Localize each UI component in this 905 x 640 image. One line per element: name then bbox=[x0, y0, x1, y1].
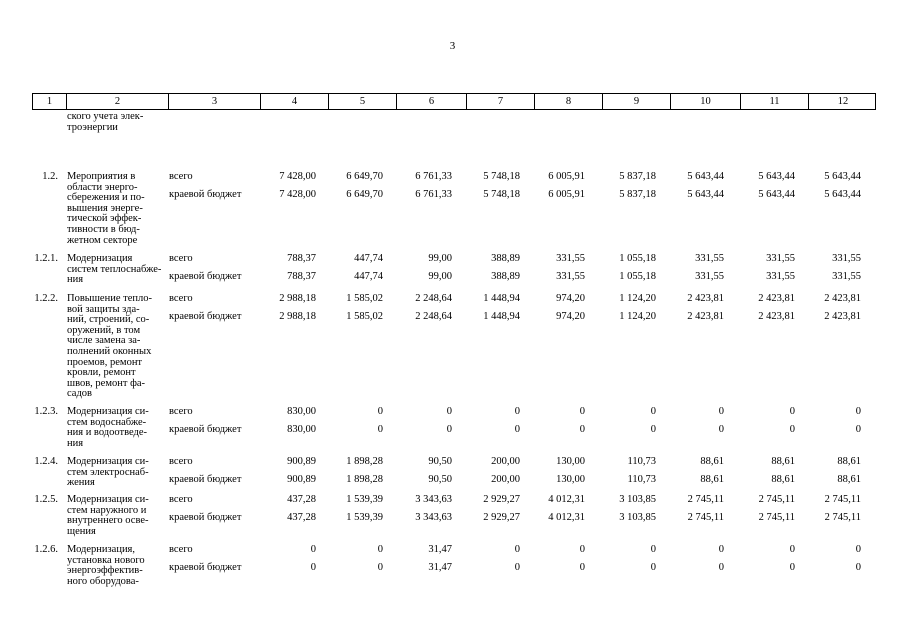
header-cell: 4 bbox=[261, 94, 329, 109]
value-cell: 2 423,81 bbox=[824, 311, 861, 322]
value-cell: 0 bbox=[789, 544, 795, 555]
value-cell: 2 745,11 bbox=[824, 512, 861, 523]
row-name-line: Мероприятия в bbox=[67, 171, 136, 182]
value-cell: 88,61 bbox=[837, 474, 861, 485]
value-cell: 1 898,28 bbox=[346, 474, 383, 485]
header-cell: 6 bbox=[397, 94, 467, 109]
row-name-line: вой защиты зда- bbox=[67, 303, 140, 315]
row-name-line: жетном секторе bbox=[67, 234, 138, 246]
value-cell: 6 761,33 bbox=[415, 189, 452, 200]
value-cell: 1 124,20 bbox=[619, 293, 656, 304]
value-cell: 788,37 bbox=[287, 253, 316, 264]
value-cell: 5 837,18 bbox=[619, 189, 656, 200]
row-name-line: кровли, ремонт bbox=[67, 367, 136, 379]
value-cell: 88,61 bbox=[771, 456, 795, 467]
value-cell: 0 bbox=[855, 544, 861, 555]
funding-type: всего bbox=[169, 253, 193, 264]
row-name-line: Модернизация си- bbox=[67, 406, 149, 417]
value-cell: 4 012,31 bbox=[548, 494, 585, 505]
row-name bbox=[67, 495, 149, 537]
value-cell: 5 837,18 bbox=[619, 171, 656, 182]
value-cell: 0 bbox=[377, 544, 383, 555]
value-cell: 900,89 bbox=[287, 474, 316, 485]
funding-type: всего bbox=[169, 406, 193, 417]
row-name-line: ний, строений, со- bbox=[67, 314, 150, 326]
value-cell: 88,61 bbox=[837, 456, 861, 467]
value-cell: 0 bbox=[789, 406, 795, 417]
value-cell: 0 bbox=[579, 406, 585, 417]
value-cell: 5 643,44 bbox=[758, 189, 795, 200]
row-name-line: стем водоснабже- bbox=[67, 416, 147, 428]
row-name-line: стем электроснаб- bbox=[67, 466, 149, 478]
value-cell: 1 539,39 bbox=[346, 494, 383, 505]
value-cell: 2 988,18 bbox=[279, 311, 316, 322]
value-cell: 5 643,44 bbox=[758, 171, 795, 182]
row-name-line: систем теплоснабже- bbox=[67, 263, 162, 275]
row-name-line: оружений, в том bbox=[67, 324, 141, 336]
continuation-line: ского учета элек- bbox=[67, 111, 144, 122]
value-cell: 2 423,81 bbox=[824, 293, 861, 304]
value-cell: 447,74 bbox=[354, 253, 383, 264]
value-cell: 1 448,94 bbox=[483, 311, 520, 322]
value-cell: 331,55 bbox=[766, 271, 795, 282]
value-cell: 88,61 bbox=[700, 474, 724, 485]
value-cell: 2 745,11 bbox=[758, 512, 795, 523]
value-cell: 99,00 bbox=[428, 271, 452, 282]
row-name-line: Повышение тепло- bbox=[67, 293, 152, 304]
value-cell: 0 bbox=[650, 544, 656, 555]
row-name-line: Модернизация bbox=[67, 253, 133, 264]
row-name-line: ния bbox=[67, 437, 84, 449]
value-cell: 6 005,91 bbox=[548, 171, 585, 182]
value-cell: 0 bbox=[718, 406, 724, 417]
value-cell: 0 bbox=[446, 406, 452, 417]
value-cell: 1 124,20 bbox=[619, 311, 656, 322]
value-cell: 2 423,81 bbox=[687, 311, 724, 322]
value-cell: 5 748,18 bbox=[483, 171, 520, 182]
value-cell: 900,89 bbox=[287, 456, 316, 467]
value-cell: 0 bbox=[310, 544, 316, 555]
header-cell: 9 bbox=[603, 94, 671, 109]
row-name bbox=[67, 294, 152, 400]
header-cell: 11 bbox=[741, 94, 809, 109]
value-cell: 0 bbox=[377, 562, 383, 573]
value-cell: 110,73 bbox=[627, 456, 656, 467]
value-cell: 1 898,28 bbox=[346, 456, 383, 467]
value-cell: 0 bbox=[377, 406, 383, 417]
row-name-line: полнений оконных bbox=[67, 345, 152, 357]
value-cell: 0 bbox=[579, 544, 585, 555]
value-cell: 130,00 bbox=[556, 474, 585, 485]
funding-type: всего bbox=[169, 456, 193, 467]
row-name-line: стем наружного и bbox=[67, 504, 147, 516]
value-cell: 3 343,63 bbox=[415, 512, 452, 523]
value-cell: 5 748,18 bbox=[483, 189, 520, 200]
value-cell: 0 bbox=[855, 562, 861, 573]
row-name-line: проемов, ремонт bbox=[67, 356, 143, 368]
value-cell: 0 bbox=[579, 424, 585, 435]
value-cell: 2 248,64 bbox=[415, 293, 452, 304]
value-cell: 331,55 bbox=[556, 253, 585, 264]
value-cell: 2 423,81 bbox=[758, 311, 795, 322]
header-cell: 1 bbox=[33, 94, 67, 109]
value-cell: 437,28 bbox=[287, 512, 316, 523]
value-cell: 0 bbox=[446, 424, 452, 435]
value-cell: 2 988,18 bbox=[279, 293, 316, 304]
value-cell: 2 929,27 bbox=[483, 494, 520, 505]
value-cell: 437,28 bbox=[287, 494, 316, 505]
row-name-line: Модернизация си- bbox=[67, 456, 149, 467]
value-cell: 2 745,11 bbox=[824, 494, 861, 505]
value-cell: 90,50 bbox=[428, 474, 452, 485]
value-cell: 388,89 bbox=[491, 271, 520, 282]
value-cell: 0 bbox=[514, 406, 520, 417]
header-cell: 5 bbox=[329, 94, 397, 109]
value-cell: 0 bbox=[789, 562, 795, 573]
funding-type: краевой бюджет bbox=[169, 562, 242, 573]
funding-type: всего bbox=[169, 293, 193, 304]
continuation-line: троэнергии bbox=[67, 121, 118, 133]
row-name-line: Модернизация си- bbox=[67, 494, 149, 505]
row-name-line: садов bbox=[67, 388, 92, 400]
value-cell: 0 bbox=[514, 544, 520, 555]
row-name-line: щения bbox=[67, 525, 96, 537]
table-header bbox=[32, 93, 876, 110]
value-cell: 2 423,81 bbox=[687, 293, 724, 304]
value-cell: 88,61 bbox=[771, 474, 795, 485]
value-cell: 2 745,11 bbox=[687, 494, 724, 505]
value-cell: 974,20 bbox=[556, 293, 585, 304]
value-cell: 200,00 bbox=[491, 474, 520, 485]
header-cell: 8 bbox=[535, 94, 603, 109]
funding-type: всего bbox=[169, 544, 193, 555]
funding-type: всего bbox=[169, 171, 193, 182]
value-cell: 1 585,02 bbox=[346, 293, 383, 304]
header-cell: 12 bbox=[837, 96, 849, 107]
value-cell: 4 012,31 bbox=[548, 512, 585, 523]
value-cell: 331,55 bbox=[832, 253, 861, 264]
header-cell: 3 bbox=[169, 94, 261, 109]
row-name-line: ния bbox=[67, 274, 84, 286]
value-cell: 7 428,00 bbox=[279, 171, 316, 182]
value-cell: 5 643,44 bbox=[824, 189, 861, 200]
value-cell: 0 bbox=[514, 562, 520, 573]
row-code: 1.2.6. bbox=[34, 544, 58, 555]
page-number: 3 bbox=[449, 40, 456, 52]
value-cell: 331,55 bbox=[695, 253, 724, 264]
value-cell: 0 bbox=[514, 424, 520, 435]
row-code: 1.2.5. bbox=[34, 494, 58, 505]
value-cell: 5 643,44 bbox=[824, 171, 861, 182]
row-name-line: вышения энерге- bbox=[67, 202, 143, 214]
row-name-line: ного оборудова- bbox=[67, 575, 139, 587]
value-cell: 0 bbox=[789, 424, 795, 435]
row-name-line: энергоэффектив- bbox=[67, 565, 143, 577]
value-cell: 110,73 bbox=[627, 474, 656, 485]
row-name bbox=[67, 172, 145, 246]
value-cell: 0 bbox=[718, 424, 724, 435]
value-cell: 0 bbox=[579, 562, 585, 573]
row-code: 1.2.1. bbox=[34, 253, 58, 264]
value-cell: 6 649,70 bbox=[346, 171, 383, 182]
row-code: 1.2.4. bbox=[34, 456, 58, 467]
row-name-line: внутреннего осве- bbox=[67, 515, 149, 527]
value-cell: 3 103,85 bbox=[619, 494, 656, 505]
funding-type: краевой бюджет bbox=[169, 512, 242, 523]
continuation-text bbox=[67, 112, 143, 133]
row-name-line: жения bbox=[67, 477, 95, 489]
value-cell: 3 343,63 bbox=[415, 494, 452, 505]
value-cell: 1 585,02 bbox=[346, 311, 383, 322]
value-cell: 130,00 bbox=[556, 456, 585, 467]
funding-type: всего bbox=[169, 494, 193, 505]
value-cell: 388,89 bbox=[491, 253, 520, 264]
value-cell: 0 bbox=[855, 424, 861, 435]
row-name-line: тивности в бюд- bbox=[67, 223, 140, 235]
header-cell: 10 bbox=[671, 94, 741, 109]
row-code: 1.2. bbox=[42, 171, 58, 182]
row-name-line: сбережения и по- bbox=[67, 192, 145, 204]
row-name bbox=[67, 254, 161, 286]
row-name-line: тической эффек- bbox=[67, 213, 142, 225]
value-cell: 6 649,70 bbox=[346, 189, 383, 200]
value-cell: 331,55 bbox=[766, 253, 795, 264]
value-cell: 200,00 bbox=[491, 456, 520, 467]
row-code: 1.2.3. bbox=[34, 406, 58, 417]
value-cell: 5 643,44 bbox=[687, 171, 724, 182]
value-cell: 830,00 bbox=[287, 424, 316, 435]
row-name bbox=[67, 407, 149, 449]
value-cell: 90,50 bbox=[428, 456, 452, 467]
value-cell: 447,74 bbox=[354, 271, 383, 282]
value-cell: 6 005,91 bbox=[548, 189, 585, 200]
value-cell: 788,37 bbox=[287, 271, 316, 282]
value-cell: 88,61 bbox=[700, 456, 724, 467]
value-cell: 2 929,27 bbox=[483, 512, 520, 523]
value-cell: 0 bbox=[650, 406, 656, 417]
value-cell: 5 643,44 bbox=[687, 189, 724, 200]
row-code: 1.2.2. bbox=[34, 293, 58, 304]
value-cell: 0 bbox=[718, 562, 724, 573]
value-cell: 0 bbox=[650, 424, 656, 435]
value-cell: 2 248,64 bbox=[415, 311, 452, 322]
header-cell: 2 bbox=[67, 94, 169, 109]
value-cell: 31,47 bbox=[428, 562, 452, 573]
value-cell: 1 448,94 bbox=[483, 293, 520, 304]
value-cell: 1 055,18 bbox=[619, 253, 656, 264]
value-cell: 1 055,18 bbox=[619, 271, 656, 282]
row-name bbox=[67, 457, 149, 489]
value-cell: 974,20 bbox=[556, 311, 585, 322]
header-cell: 7 bbox=[467, 94, 535, 109]
value-cell: 3 103,85 bbox=[619, 512, 656, 523]
row-name-line: Модернизация, bbox=[67, 544, 136, 555]
value-cell: 6 761,33 bbox=[415, 171, 452, 182]
row-name-line: швов, ремонт фа- bbox=[67, 377, 146, 389]
row-name-line: установка нового bbox=[67, 554, 145, 566]
funding-type: краевой бюджет bbox=[169, 189, 242, 200]
value-cell: 0 bbox=[650, 562, 656, 573]
value-cell: 99,00 bbox=[428, 253, 452, 264]
value-cell: 331,55 bbox=[695, 271, 724, 282]
value-cell: 331,55 bbox=[556, 271, 585, 282]
funding-type: краевой бюджет bbox=[169, 311, 242, 322]
value-cell: 2 745,11 bbox=[687, 512, 724, 523]
value-cell: 7 428,00 bbox=[279, 189, 316, 200]
value-cell: 0 bbox=[855, 406, 861, 417]
value-cell: 331,55 bbox=[832, 271, 861, 282]
row-name-line: ния и водоотведе- bbox=[67, 427, 147, 439]
funding-type: краевой бюджет bbox=[169, 424, 242, 435]
row-name-line: области энерго- bbox=[67, 181, 138, 193]
value-cell: 1 539,39 bbox=[346, 512, 383, 523]
value-cell: 830,00 bbox=[287, 406, 316, 417]
row-name bbox=[67, 545, 145, 587]
value-cell: 2 423,81 bbox=[758, 293, 795, 304]
value-cell: 0 bbox=[310, 562, 316, 573]
funding-type: краевой бюджет bbox=[169, 474, 242, 485]
row-name-line: числе замена за- bbox=[67, 335, 141, 347]
funding-type: краевой бюджет bbox=[169, 271, 242, 282]
value-cell: 0 bbox=[377, 424, 383, 435]
value-cell: 31,47 bbox=[428, 544, 452, 555]
value-cell: 2 745,11 bbox=[758, 494, 795, 505]
value-cell: 0 bbox=[718, 544, 724, 555]
